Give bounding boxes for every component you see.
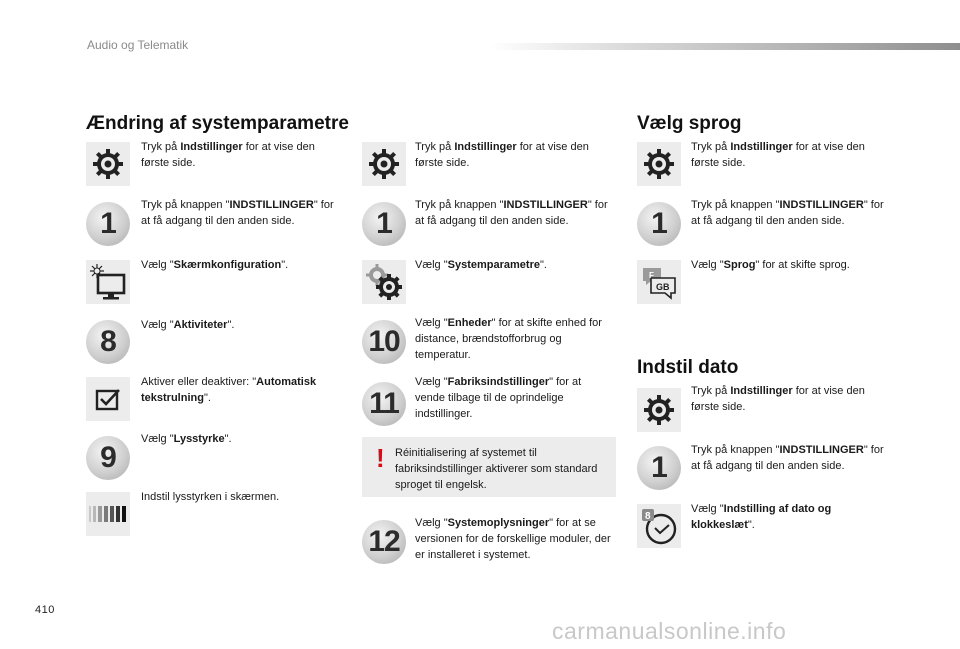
step-text: Tryk på Indstillinger for at vise den første side. xyxy=(415,141,589,169)
step-number-badge: 1 xyxy=(637,446,681,490)
clock-icon xyxy=(637,504,681,548)
step-text: Tryk på Indstillinger for at vise den første side. xyxy=(691,141,865,169)
step-text: Aktiver eller deaktiver: "Automatisk tekstrulning". xyxy=(141,376,317,404)
step-text: Vælg "Skærmkonfiguration". xyxy=(141,259,289,271)
step-text: Indstil lysstyrken i skærmen. xyxy=(141,491,280,503)
warning-icon: ! xyxy=(376,443,385,473)
section-title-system: Ændring af systemparametre xyxy=(86,113,349,134)
settings-gear-icon xyxy=(637,142,681,186)
header-gradient-bar xyxy=(490,43,960,50)
settings-gear-icon xyxy=(637,388,681,432)
warning-notice xyxy=(362,437,616,497)
step-number-badge: 1 xyxy=(362,202,406,246)
language-icon xyxy=(637,260,681,304)
step-number-badge: 8 xyxy=(86,320,130,364)
brightness-slider-icon xyxy=(86,492,130,536)
step-text: Tryk på Indstillinger for at vise den første side. xyxy=(141,141,315,169)
step-text: Vælg "Aktiviteter". xyxy=(141,319,235,331)
system-settings-icon xyxy=(362,260,406,304)
step-text: Vælg "Lysstyrke". xyxy=(141,433,232,445)
step-text: Vælg "Systemparametre". xyxy=(415,259,547,271)
page-number: 410 xyxy=(35,604,55,616)
step-text: Vælg "Fabriksindstillinger" for at vende tilbage til de oprindelige indstillinger. xyxy=(415,376,582,420)
step-text: Tryk på knappen "INDSTILLINGER" for at få adgang til den anden side. xyxy=(141,199,334,227)
checkbox-icon xyxy=(86,377,130,421)
clock-icon-label: 8 xyxy=(645,511,651,522)
step-text: Tryk på Indstillinger for at vise den første side. xyxy=(691,385,865,413)
step-number-badge: 12 xyxy=(362,520,406,564)
step-number-badge: 11 xyxy=(362,382,406,426)
step-text: Vælg "Indstilling af dato og klokkeslæt". xyxy=(691,503,832,531)
step-text: Vælg "Enheder" for at skifte enhed for distance, brændstofforbrug og temperatur. xyxy=(415,317,602,361)
watermark: carmanualsonline.info xyxy=(552,618,787,644)
running-header-title: Audio og Telematik xyxy=(87,38,189,52)
step-text: Vælg "Systemoplysninger" for at se versionen for de forskellige moduler, der er installeret i systemet. xyxy=(415,517,611,561)
settings-gear-icon xyxy=(86,142,130,186)
settings-gear-icon xyxy=(362,142,406,186)
step-text: Vælg "Sprog" for at skifte sprog. xyxy=(691,259,850,271)
section-title-language: Vælg sprog xyxy=(637,113,742,134)
step-number-badge: 9 xyxy=(86,436,130,480)
step-text: Tryk på knappen "INDSTILLINGER" for at få adgang til den anden side. xyxy=(691,444,884,472)
language-icon-label: GB xyxy=(656,282,670,292)
step-text: Tryk på knappen "INDSTILLINGER" for at få adgang til den anden side. xyxy=(415,199,608,227)
step-number-badge: 1 xyxy=(86,202,130,246)
display-settings-icon xyxy=(86,260,130,304)
warning-text: Réinitialisering af systemet til fabriksindstillinger aktiverer som standard sproget til engelsk. xyxy=(395,447,598,491)
step-text: Tryk på knappen "INDSTILLINGER" for at få adgang til den anden side. xyxy=(691,199,884,227)
step-number-badge: 1 xyxy=(637,202,681,246)
language-icon-label: F xyxy=(649,271,654,280)
section-title-date: Indstil dato xyxy=(637,357,739,378)
step-number-badge: 10 xyxy=(362,320,406,364)
